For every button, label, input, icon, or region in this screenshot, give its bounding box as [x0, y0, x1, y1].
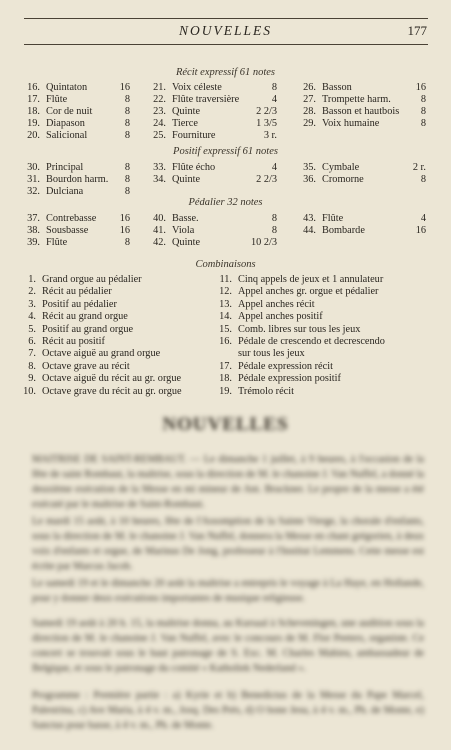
- combination-item: [22, 336, 237, 348]
- combination-item: [22, 324, 237, 336]
- combination-item: [218, 361, 433, 373]
- combination-item: [218, 348, 433, 360]
- combination-label: Appel anches positif: [238, 311, 323, 323]
- stop-number: 34.: [153, 174, 166, 185]
- combination-number: 10.: [23, 385, 36, 397]
- combination-item: [218, 274, 433, 286]
- stop-footage: 8: [420, 118, 426, 129]
- stop-footage: 3 r.: [263, 130, 277, 141]
- combination-label: sur tous les jeux: [238, 348, 305, 360]
- stop-footage: 16: [119, 82, 130, 93]
- stop-footage: 8: [124, 118, 130, 129]
- stop-number: 29.: [303, 118, 316, 129]
- positif-title: Positif expressif 61 notes: [173, 146, 278, 157]
- combination-item: [22, 348, 237, 360]
- stop-row: [0, 213, 451, 225]
- combination-item: [22, 286, 237, 298]
- combination-number: 1.: [28, 274, 36, 285]
- stop-name: Flûte: [46, 94, 68, 105]
- stop-name: Flûte: [322, 213, 344, 224]
- combination-label: Octave grave du récit au gr. orgue: [42, 385, 182, 397]
- combination-number: 8.: [28, 360, 36, 372]
- stop-name: Quinte: [172, 237, 201, 248]
- stop-number: 24.: [153, 118, 166, 129]
- combination-label: Positif au grand orgue: [42, 323, 134, 335]
- stop-row: [0, 162, 451, 174]
- running-title: NOUVELLES: [178, 23, 272, 38]
- stop-footage: 8: [124, 130, 130, 141]
- blurred-paragraph: MAITRISE DE SAINT-REMBAUT. — Le dimanche 1 juillet, à 9 heures, à l'occasion de la fête de saint Rombaut, la maîtrise, sous la direction de M. le chanoine J. Van Nuffel, a donné la deuxième exécution de la Messe en mi mineur de Ant. Bruckner. Le propre de la messe a été exécuté par le maîtrise de Saint-Rombaut.: [32, 454, 424, 510]
- stop-footage: 16: [415, 82, 426, 93]
- combination-number: 5.: [28, 323, 36, 335]
- stop-name: Voix céleste: [172, 82, 222, 93]
- stop-number: 43.: [303, 213, 316, 224]
- stop-number: 40.: [153, 213, 166, 224]
- combination-item: [22, 274, 237, 286]
- page-number: 177: [407, 23, 427, 38]
- stop-number: 44.: [303, 225, 316, 236]
- stop-number: 25.: [153, 130, 166, 141]
- stop-name: Cymbale: [322, 162, 360, 173]
- stop-footage: 16: [119, 225, 130, 236]
- stop-row: [0, 130, 451, 142]
- stop-footage: 2 2/3: [256, 174, 277, 185]
- stop-number: 16.: [27, 82, 40, 93]
- combination-label: Pédale expression récit: [238, 360, 333, 372]
- combination-number: 12.: [219, 286, 232, 298]
- combination-item: [218, 336, 433, 348]
- stop-name: Quinte: [172, 106, 201, 117]
- combination-label: Pédale de crescendo et decrescendo: [238, 336, 385, 347]
- stop-footage: 8: [271, 82, 277, 93]
- stop-row: [0, 82, 451, 94]
- pedalier-title: Pédalier 32 notes: [188, 197, 263, 208]
- stop-row: [0, 106, 451, 118]
- stop-number: 31.: [27, 174, 40, 185]
- stop-footage: 8: [420, 174, 426, 185]
- combination-number: 4.: [28, 311, 36, 323]
- stop-number: 22.: [153, 94, 166, 105]
- combination-item: [22, 311, 237, 323]
- stop-name: Basse.: [172, 213, 199, 224]
- stop-row: [0, 118, 451, 130]
- stop-number: 37.: [27, 213, 40, 224]
- blurred-title: NOUVELLES: [162, 414, 289, 435]
- stop-name: Dulciana: [46, 186, 84, 197]
- stop-number: 38.: [27, 225, 40, 236]
- stop-name: Sousbasse: [46, 225, 89, 236]
- blurred-paragraph: Samedi 19 août à 20 h. 15, la maîtrise donna, au Kursaal à Scheveningen, une audition sous la direction de M. le chanoine J. Van Nuffel, avec le concours de M. Flor Peeters, organiste. Ce concert se trouvait sous le haut patronage de S. Exc. M. Charles Mahieu, ambassadeur de Belgique, et sous le patronage du comité « Katholiek Nederland ».: [32, 618, 424, 674]
- stop-footage: 8: [124, 174, 130, 185]
- combination-label: Cinq appels de jeux et 1 annulateur: [238, 274, 384, 285]
- stop-number: 27.: [303, 94, 316, 105]
- stop-name: Fourniture: [172, 130, 216, 141]
- combination-label: Comb. libres sur tous les jeux: [238, 323, 361, 335]
- combination-number: 3.: [28, 298, 36, 310]
- blurred-article: [0, 400, 451, 750]
- combination-label: Pédale expression positif: [238, 373, 341, 385]
- running-head: [0, 23, 451, 39]
- stop-footage: 8: [420, 106, 426, 117]
- stop-name: Bombarde: [322, 225, 365, 236]
- stop-footage: 8: [124, 162, 130, 173]
- stop-name: Diapason: [46, 118, 85, 129]
- combinaisons-title: Combinaisons: [195, 259, 256, 270]
- combination-number: 16.: [219, 336, 232, 347]
- stop-name: Principal: [46, 162, 84, 173]
- stop-row: [0, 174, 451, 186]
- combination-item: [22, 299, 237, 311]
- stop-name: Viola: [172, 225, 195, 236]
- stop-footage: 2 r.: [412, 162, 426, 173]
- stop-name: Quinte: [172, 174, 201, 185]
- combination-number: 7.: [28, 348, 36, 360]
- top-rule: [24, 18, 428, 19]
- stop-number: 32.: [27, 186, 40, 197]
- header-rule: [24, 44, 428, 45]
- recit-title: Récit expressif 61 notes: [175, 67, 276, 78]
- stop-number: 21.: [153, 82, 166, 93]
- combination-number: 14.: [219, 311, 232, 323]
- stop-row: [0, 237, 451, 249]
- stop-footage: 8: [271, 225, 277, 236]
- combination-number: 2.: [28, 286, 36, 298]
- combination-item: [22, 373, 237, 385]
- combination-number: 18.: [219, 373, 232, 385]
- stop-footage: 4: [271, 162, 277, 173]
- combination-label: Octave aiguë au grand orgue: [42, 348, 161, 360]
- stop-footage: 1 3/5: [256, 118, 277, 129]
- stop-number: 35.: [303, 162, 316, 173]
- combination-label: Récit au positif: [42, 336, 105, 347]
- stop-name: Bourdon harm.: [46, 174, 109, 185]
- stop-footage: 8: [124, 94, 130, 105]
- stop-name: Flûte traversière: [172, 94, 240, 105]
- stop-footage: 4: [420, 213, 426, 224]
- combination-item: [22, 386, 237, 398]
- stop-footage: 8: [124, 237, 130, 248]
- combination-label: Récit au grand orgue: [42, 311, 128, 323]
- stop-number: 41.: [153, 225, 166, 236]
- blurred-paragraph: Le samedi 19 et le dimanche 20 août la maîtrise a entrepris le voyage à La Haye, en Hollande, pour y donner deux exécutions importantes de musique religieuse.: [32, 578, 424, 604]
- stop-number: 18.: [27, 106, 40, 117]
- stop-row: [0, 94, 451, 106]
- combination-number: 11.: [219, 274, 232, 285]
- stop-footage: 4: [271, 94, 277, 105]
- combination-number: 17.: [219, 360, 232, 372]
- stop-name: Tierce: [172, 118, 198, 129]
- stop-footage: 16: [119, 213, 130, 224]
- stop-footage: 16: [415, 225, 426, 236]
- stop-name: Flûte: [46, 237, 68, 248]
- stop-number: 33.: [153, 162, 166, 173]
- combination-item: [218, 286, 433, 298]
- stop-number: 42.: [153, 237, 166, 248]
- stop-name: Basson: [322, 82, 352, 93]
- combination-number: 9.: [28, 373, 36, 385]
- stop-footage: 2 2/3: [256, 106, 277, 117]
- stop-name: Salicional: [46, 130, 88, 141]
- stop-number: 28.: [303, 106, 316, 117]
- stop-footage: 8: [124, 106, 130, 117]
- combination-label: Positif au pédalier: [42, 298, 117, 310]
- stop-name: Cor de nuit: [46, 106, 93, 117]
- combination-item: [218, 299, 433, 311]
- stop-number: 23.: [153, 106, 166, 117]
- blurred-paragraph: Programme : Première partie : a) Kyrie et b) Benedictus de la Messe du Pape Marcel, Palestrina, c) Ave Maria, à 4 v. m., Josq. Des Prés, d) O bone Jesu, à 4 v. m., Ph. de Monte, e) Sanctus pour basse, à 4 v. m., Ph. de Monte.: [32, 690, 424, 731]
- combination-item: [218, 386, 433, 398]
- combination-item: [22, 361, 237, 373]
- combination-number: 15.: [219, 323, 232, 335]
- combination-label: Octave aiguë du récit au gr. orgue: [42, 373, 182, 385]
- combination-label: Appel anches gr. orgue et pédalier: [238, 286, 379, 298]
- combination-number: 6.: [28, 336, 36, 347]
- stop-name: Contrebasse: [46, 213, 97, 224]
- stop-name: Voix humaine: [322, 118, 380, 129]
- combination-label: Appel anches récit: [238, 298, 315, 310]
- combination-label: Octave grave au récit: [42, 360, 130, 372]
- stop-footage: 8: [271, 213, 277, 224]
- stop-name: Quintaton: [46, 82, 88, 93]
- combination-label: Grand orgue au pédalier: [42, 274, 142, 285]
- stop-number: 26.: [303, 82, 316, 93]
- combination-label: Trémolo récit: [238, 385, 294, 397]
- stop-number: 30.: [27, 162, 40, 173]
- stop-name: Basson et hautbois: [322, 106, 400, 117]
- stop-number: 19.: [27, 118, 40, 129]
- combination-number: 19.: [219, 385, 232, 397]
- stop-number: 20.: [27, 130, 40, 141]
- stop-name: Trompette harm.: [322, 94, 391, 105]
- combination-item: [218, 373, 433, 385]
- combination-label: Récit au pédalier: [42, 286, 112, 298]
- blurred-paragraph: Le mardi 15 août, à 10 heures, fête de l'Assomption de la Sainte Vierge, la chorale d'enfants, sous la direction de M. le chanoine J. Van Nuffel, donnera la Messe en chant grégorien, à deux voix d'enfants et orgue, de Marinus De Jong, professeur à l'Institut Lemmens. Cette messe est écrite par Marcus Jacob.: [32, 516, 424, 572]
- stop-number: 36.: [303, 174, 316, 185]
- combination-number: 13.: [219, 298, 232, 310]
- stop-name: Cromorne: [322, 174, 364, 185]
- stop-footage: 8: [420, 94, 426, 105]
- stop-number: 39.: [27, 237, 40, 248]
- combination-item: [218, 324, 433, 336]
- stop-name: Flûte écho: [172, 162, 216, 173]
- stop-footage: 10 2/3: [250, 237, 277, 248]
- stop-number: 17.: [27, 94, 40, 105]
- stop-footage: 8: [124, 186, 130, 197]
- combination-item: [218, 311, 433, 323]
- stop-row: [0, 225, 451, 237]
